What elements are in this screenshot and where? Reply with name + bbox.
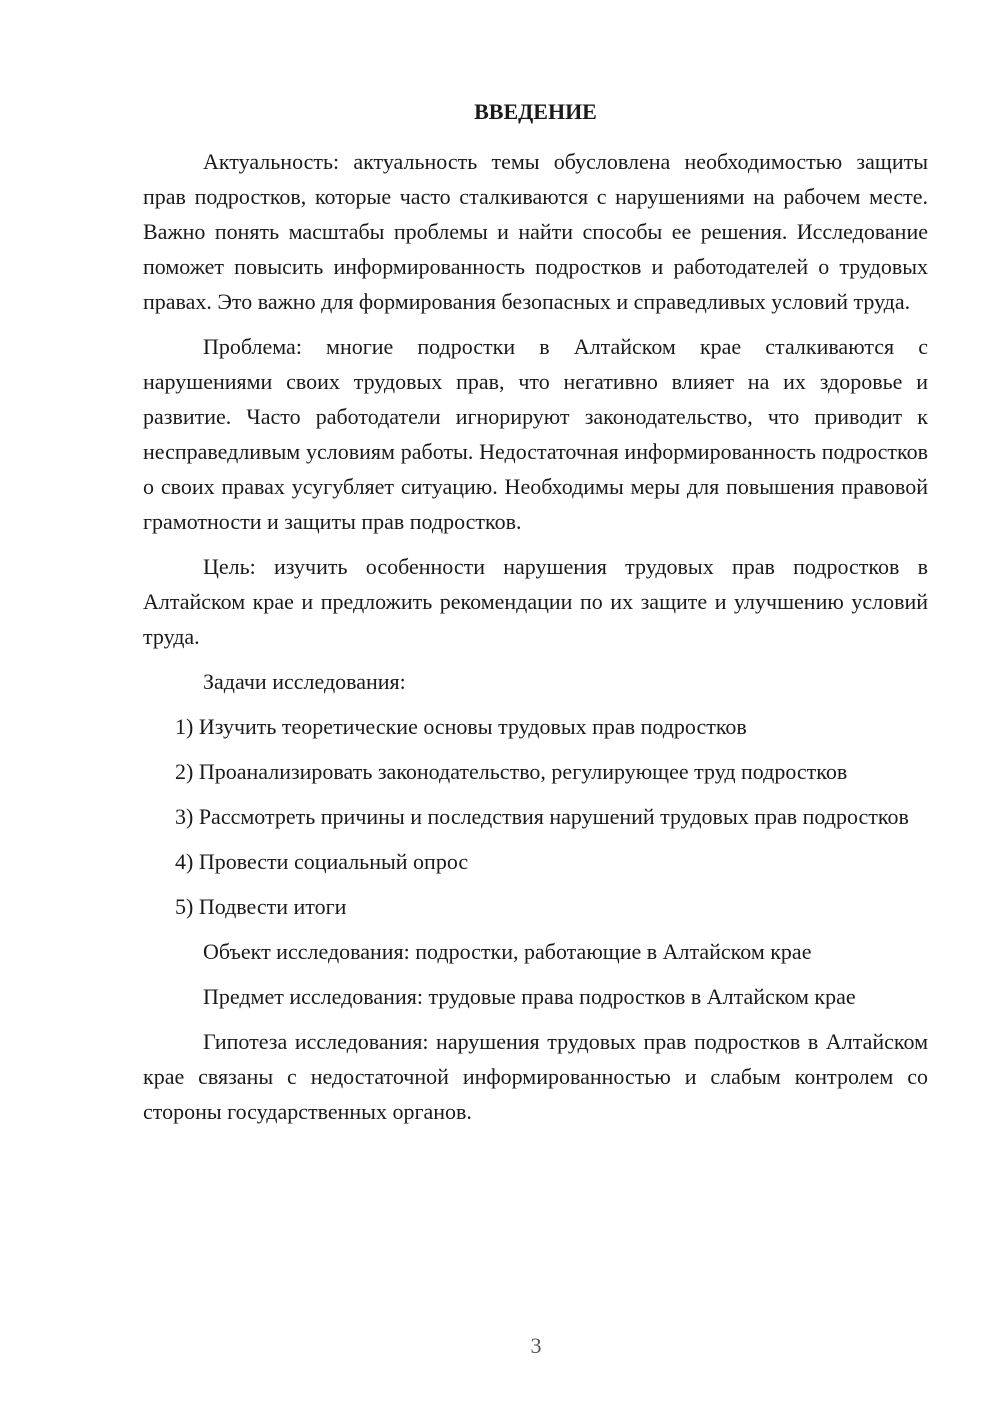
problem-paragraph: Проблема: многие подростки в Алтайском крае сталкиваются с нарушениями своих трудовых прав, что негативно влияет на их здоровье и развитие. Часто работодатели игнорируют законодательство, что приводит к несправедливым условиям работы. Недостаточная информированность подростков о своих правах усугубляет ситуацию. Необходимы меры для повышения правовой грамотности и защиты прав подростков.: [143, 334, 928, 534]
task-item: 2) Проанализировать законодательство, регулирующее труд подростков: [175, 759, 848, 784]
subject-paragraph: Предмет исследования: трудовые права подростков в Алтайском крае: [203, 984, 856, 1009]
goal-paragraph: Цель: изучить особенности нарушения трудовых прав подростков в Алтайском крае и предложить рекомендации по их защите и улучшению условий труда.: [143, 554, 928, 649]
relevance-paragraph: Актуальность: актуальность темы обусловлена необходимостью защиты прав подростков, которые часто сталкиваются с нарушениями на рабочем месте. Важно понять масштабы проблемы и найти способы ее решения. Исследование поможет повысить информированность подростков и работодателей о трудовых правах. Это важно для формирования безопасных и справедливых условий труда.: [143, 149, 928, 314]
tasks-heading: Задачи исследования:: [203, 669, 406, 694]
section-title: ВВЕДЕНИЕ: [474, 99, 597, 124]
task-item: 4) Провести социальный опрос: [175, 849, 469, 874]
task-item: 1) Изучить теоретические основы трудовых прав подростков: [175, 714, 747, 739]
document-body: [143, 94, 928, 1129]
task-item: 5) Подвести итоги: [175, 894, 347, 919]
object-paragraph: Объект исследования: подростки, работающие в Алтайском крае: [203, 939, 812, 964]
task-item: 3) Рассмотреть причины и последствия нарушений трудовых прав подростков: [175, 804, 909, 829]
page-number: 3: [530, 1333, 542, 1358]
hypothesis-paragraph: Гипотеза исследования: нарушения трудовых прав подростков в Алтайском крае связаны с недостаточной информированностью и слабым контролем со стороны государственных органов.: [143, 1029, 928, 1124]
